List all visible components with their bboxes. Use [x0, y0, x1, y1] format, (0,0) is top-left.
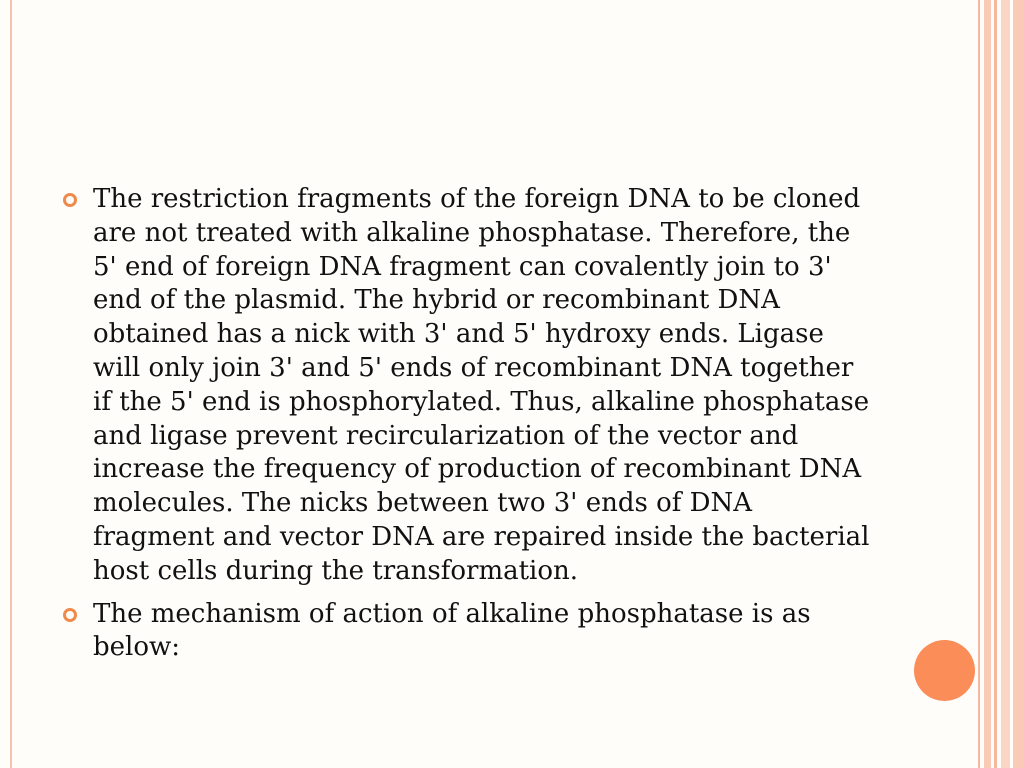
bullet-text: The restriction fragments of the foreign DNA to be cloned are not treated with alkaline phosphatase. Therefore, the 5' end of foreign DNA fragment can covalently join to 3' end of the plasmid. The hybrid or recombinant DNA obtained has a nick with 3' and 5' hydroxy ends. Ligase will only join 3' and 5' ends of recombinant DNA together if the 5' end is phosphorylated. Thus, alkaline phosphatase and ligase prevent recircularization of the vector and increase the frequency of production of recombinant DNA molecules. The nicks between two 3' ends of DNA fragment and vector DNA are repaired inside the bacterial host cells during the transformation. [93, 184, 870, 586]
bullet-ring-icon [63, 608, 77, 622]
right-decor-stripe [1013, 0, 1024, 768]
bullet-text: The mechanism of action of alkaline phosphatase is as below: [93, 598, 811, 663]
right-decor-stripe [984, 0, 991, 768]
right-decor-stripe [994, 0, 997, 768]
left-frame-line [10, 0, 12, 768]
bullet-list [60, 183, 870, 674]
right-decor-stripe [1001, 0, 1010, 768]
bullet-item [60, 598, 870, 666]
bullet-ring-icon [63, 193, 77, 207]
bullet-item [60, 183, 870, 589]
right-decor-stripe [978, 0, 980, 768]
decorative-circle [914, 640, 975, 701]
